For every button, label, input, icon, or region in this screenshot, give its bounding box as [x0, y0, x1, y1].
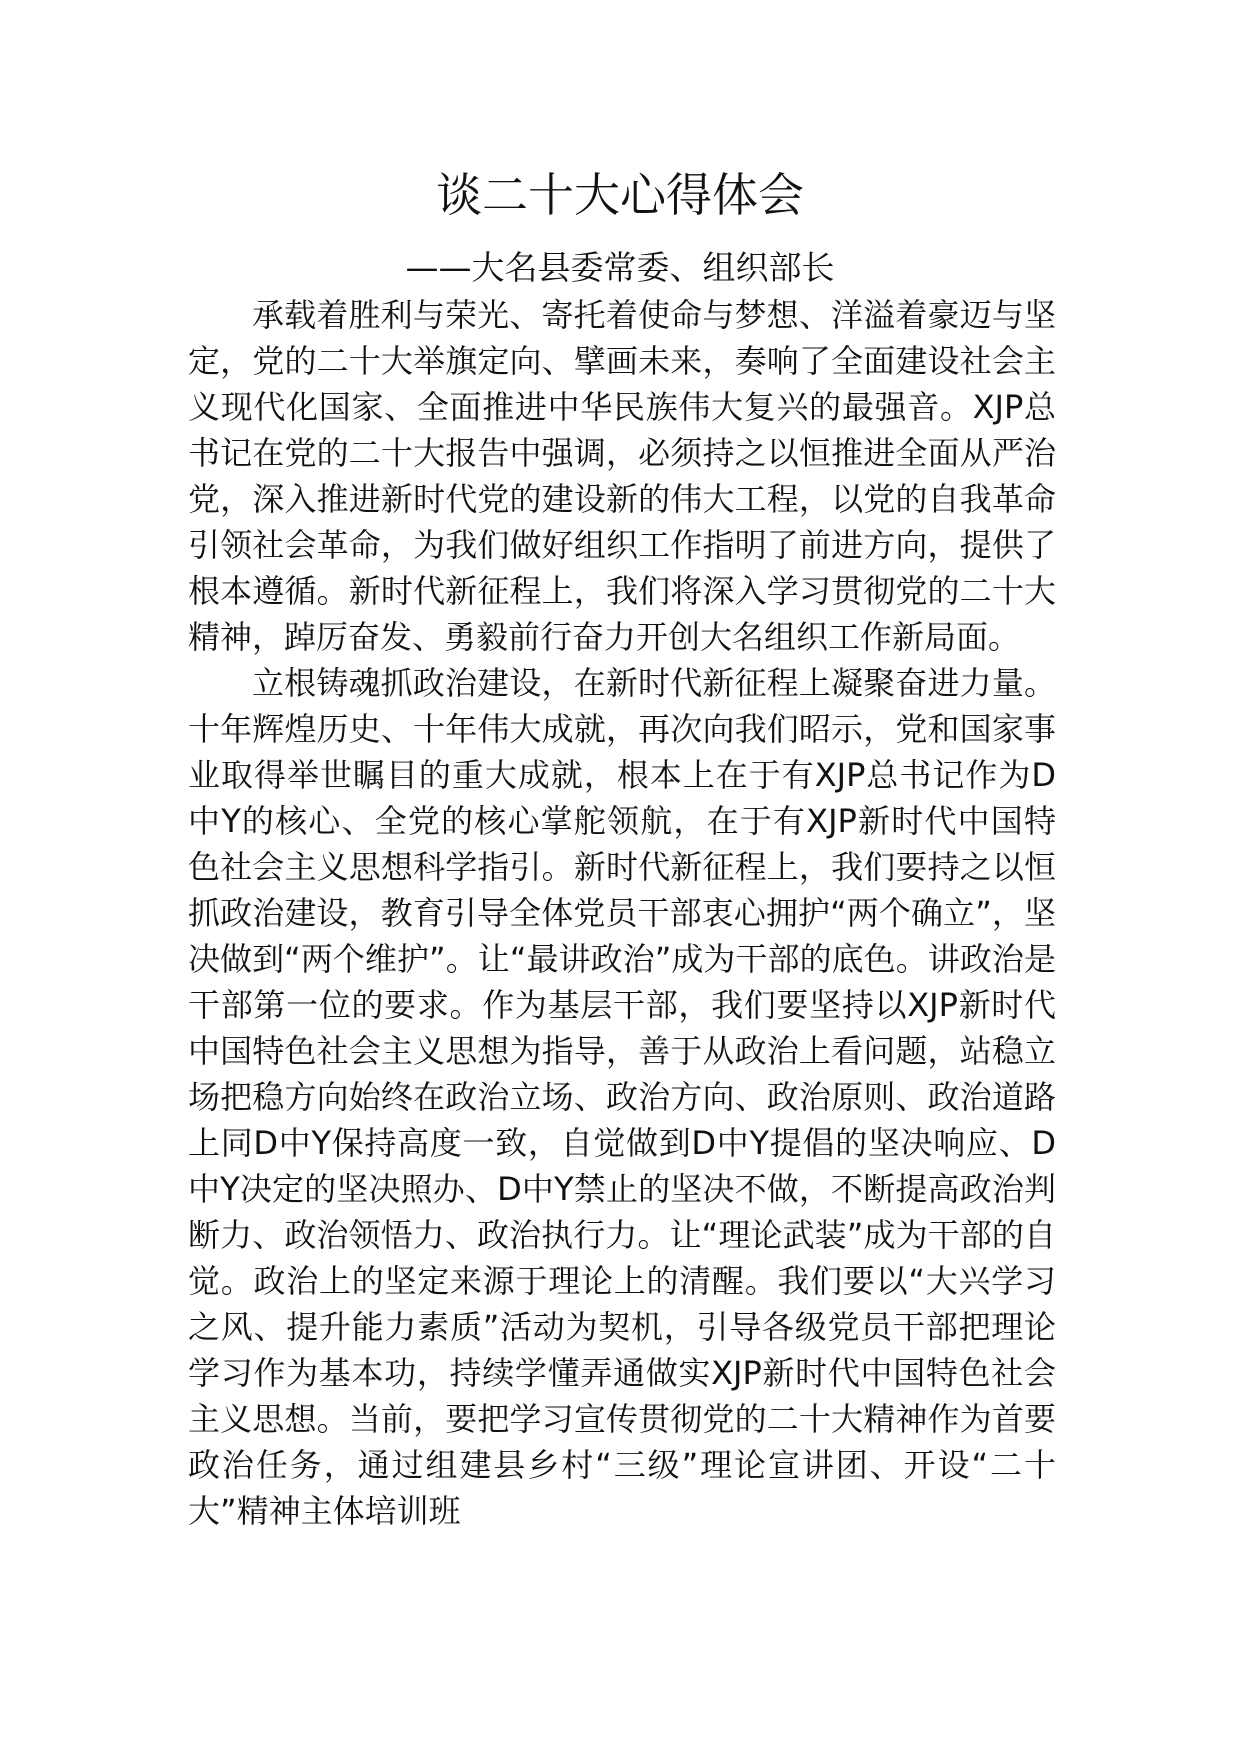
document-subtitle: ——大名县委常委、组织部长: [405, 248, 835, 287]
paragraph: 承载着胜利与荣光、寄托着使命与梦想、洋溢着豪迈与坚定，党的二十大举旗定向、擘画未来，奏响了全面建设社会主义现代化国家、全面推进中华民族伟大复兴的最强音。XJP总书记在党的二十大报告中强调，必须持之以恒推进全面从严治党，深入推进新时代党的建设新的伟大工程，以党的自我革命引领社会革命，为我们做好组织工作指明了前进方向，提供了根本遵循。新时代新征程上，我们将深入学习贯彻党的二十大精神，踔厉奋发、勇毅前行奋力开创大名组织工作新局面。: [188, 296, 1056, 656]
paragraph: 立根铸魂抓政治建设，在新时代新征程上凝聚奋进力量。十年辉煌历史、十年伟大成就，再次向我们昭示，党和国家事业取得举世瞩目的重大成就，根本上在于有XJP总书记作为D中Y的核心、全党的核心掌舵领航，在于有XJP新时代中国特色社会主义思想科学指引。新时代新征程上，我们要持之以恒抓政治建设，教育引导全体党员干部衷心拥护“两个确立”，坚决做到“两个维护”。让“最讲政治”成为干部的底色。讲政治是干部第一位的要求。作为基层干部，我们要坚持以XJP新时代中国特色社会主义思想为指导，善于从政治上看问题，站稳立场把稳方向始终在政治立场、政治方向、政治原则、政治道路上同D中Y保持高度一致，自觉做到D中Y提倡的坚决响应、D中Y决定的坚决照办、D中Y禁止的坚决不做，不断提高政治判断力、政治领悟力、政治执行力。让“理论武装”成为干部的自觉。政治上的坚定来源于理论上的清醒。我们要以“大兴学习之风、提升能力素质”活动为契机，引导各级党员干部把理论学习作为基本功，持续学懂弄通做实XJP新时代中国特色社会主义思想。当前，要把学习宣传贯彻党的二十大精神作为首要政治任务，通过组建县乡村“三级”理论宣讲团、开设“二十大”精神主体培训班: [188, 664, 1056, 1530]
document-body: [188, 292, 1056, 1534]
document-title: 谈二十大心得体会: [436, 168, 804, 222]
